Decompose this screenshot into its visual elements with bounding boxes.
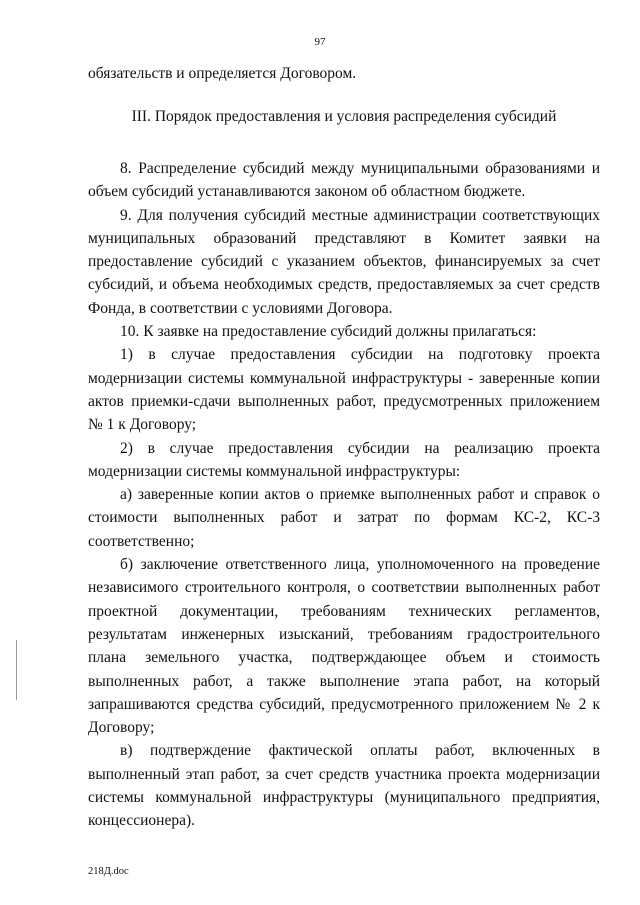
paragraph-10-item-2b: б) заключение ответственного лица, уполномоченного на проведение независимого строительного контроля, о соответствии выполненных работ проектной документации, требованиям технических регламентов, результатам инженерных изысканий, требованиям градостроительного плана земельного участка, подтверждающее объем и стоимость выполненных работ, а также выполнение этапа работ, на который запрашиваются средства субсидий, предусмотренного приложением № 2 к Договору; xyxy=(88,556,600,737)
body-text xyxy=(88,157,600,833)
carryover-text-block xyxy=(88,62,600,85)
carryover-line: обязательств и определяется Договором. xyxy=(88,65,357,82)
paragraph-10-item-2: 2) в случае предоставления субсидии на реализацию проекта модернизации системы коммунальной инфраструктуры: xyxy=(88,439,600,480)
paragraph-10-item-2a: а) заверенные копии актов о приемке выполненных работ и справок о стоимости выполненных работ и затрат по формам КС-2, КС-3 соответственно; xyxy=(88,486,600,550)
paragraph-10: 10. К заявке на предоставление субсидий должны прилагаться: xyxy=(120,323,537,341)
paragraph-10-item-1: 1) в случае предоставления субсидии на подготовку проекта модернизации системы коммунальной инфраструктуры - заверенные копии актов приемки-сдачи выполненных работ, предусмотренных приложением № 1 к Договору; xyxy=(88,346,600,434)
footer-filename: 218Д.doc xyxy=(88,866,129,877)
scan-edge-mark xyxy=(16,640,17,700)
section-heading: III. Порядок предоставления и условия распределения субсидий xyxy=(131,108,557,125)
paragraph-10-item-2c: в) подтверждение фактической оплаты работ, включенных в выполненный этап работ, за счет средств участника проекта модернизации системы коммунальной инфраструктуры (муниципального предприятия, концессионера). xyxy=(88,742,600,830)
page-number: 97 xyxy=(314,36,326,48)
paragraph-8: 8. Распределение субсидий между муниципальными образованиями и объем субсидий устанавливаются законом об областном бюджете. xyxy=(88,160,600,201)
paragraph-9: 9. Для получения субсидий местные администрации соответствующих муниципальных образований представляют в Комитет заявки на предоставление субсидий с указанием объектов, финансируемых за счет субсидий, и объема необходимых средств, предоставляемых за счет средств Фонда, в соответствии с условиями Договора. xyxy=(88,206,600,317)
